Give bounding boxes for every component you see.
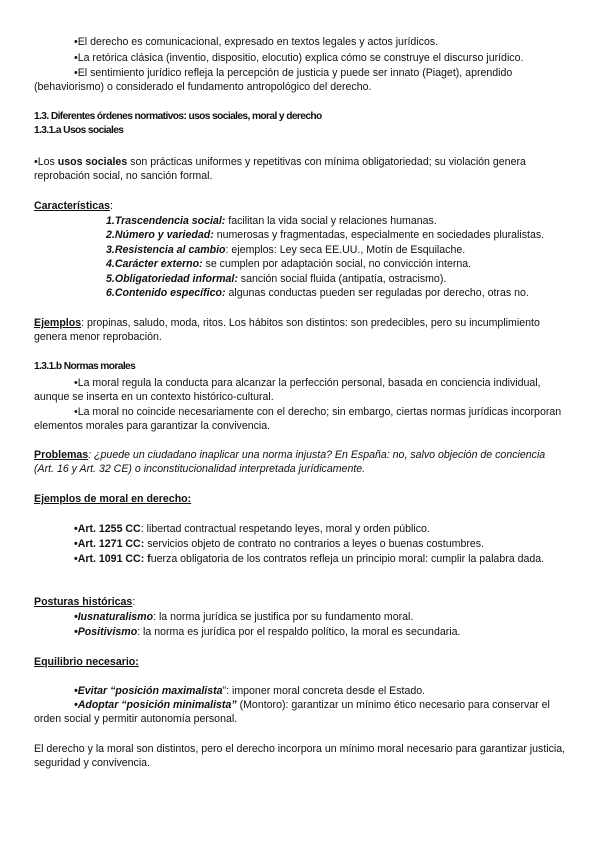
posturas-heading: Posturas históricas: xyxy=(34,596,136,608)
bullet-sentimiento: •El sentimiento jurídico refleja la percepción de justicia y puede ser innato (Piaget), aprendido (behaviorismo) o considerado el fundamento antropológico del derecho. xyxy=(34,67,513,93)
postura-item: •Iusnaturalismo: la norma jurídica se justifica por su fundamento moral. xyxy=(74,611,414,623)
caracteristica-item: 1.Trascendencia social: facilitan la vida social y relaciones humanas. xyxy=(106,215,437,227)
article-item: •Art. 1091 CC: fuerza obligatoria de los contratos refleja un principio moral: cumplir la palabra dada. xyxy=(74,553,545,565)
ejemplos-heading: Ejemplos xyxy=(34,317,82,329)
conclusion-paragraph: El derecho y la moral son distintos, pero el derecho incorpora un mínimo moral necesario para garantizar justicia, seguridad y convivencia. xyxy=(34,743,566,769)
equilibrio-item: •Adoptar “posición minimalista” (Montoro): garantizar un mínimo ético necesario para conservar el orden social y permitir autonomía personal. xyxy=(34,699,550,725)
bullet-moral-regula: •La moral regula la conducta para alcanzar la perfección personal, basada en conciencia individual, aunque se inserta en un contexto histórico-cultural. xyxy=(34,377,541,403)
usos-term: usos sociales xyxy=(57,156,128,168)
article-item: •Art. 1271 CC: servicios objeto de contrato no contrarios a leyes o buenas costumbres. xyxy=(74,538,485,550)
bullet-retorica: •La retórica clásica (inventio, dispositio, elocutio) explica cómo se construye el discurso jurídico. xyxy=(74,52,524,64)
ejemplos-usos: Ejemplos: propinas, saludo, moda, ritos. Los hábitos son distintos: son predecibles, pero su incumplimiento genera menor reprobación. xyxy=(34,317,540,343)
bullet-comunicacional: •El derecho es comunicacional, expresado en textos legales y actos jurídicos. xyxy=(74,36,439,48)
article-item: •Art. 1255 CC: libertad contractual respetando leyes, moral y orden público. xyxy=(74,523,430,535)
caracteristica-item: 4.Carácter externo: se cumplen por adaptación social, no convicción interna. xyxy=(106,258,472,270)
bullet-moral-derecho: •La moral no coincide necesariamente con el derecho; sin embargo, ciertas normas jurídicas incorporan elementos morales para garantizar la convivencia. xyxy=(34,406,562,432)
usos-intro: •Los usos sociales son prácticas uniformes y repetitivas con mínima obligatoriedad; su violación genera reprobación social, no sanción formal. xyxy=(34,156,526,182)
equilibrio-heading: Equilibrio necesario: xyxy=(34,656,139,668)
caracteristica-item: 5.Obligatoriedad informal: sanción social fluida (antipatía, ostracismo). xyxy=(106,273,447,285)
ejemplos-moral-heading: Ejemplos de moral en derecho: xyxy=(34,493,192,505)
caracteristica-item: 2.Número y variedad: numerosas y fragmentadas, especialmente en sociedades pluralistas. xyxy=(106,229,545,241)
caracteristica-item: 6.Contenido específico: algunas conductas pueden ser reguladas por derecho, otras no. xyxy=(106,287,529,299)
subsection-normas-morales: 1.3.1.b Normas morales xyxy=(34,361,136,372)
caracteristicas-heading: Características: xyxy=(34,200,113,212)
problemas-paragraph: Problemas: ¿puede un ciudadano inaplicar una norma injusta? En España: no, salvo objeción de conciencia (Art. 16 y Art. 32 CE) o inconstitucionalidad interpretada jurídicamente. xyxy=(34,449,546,475)
caracteristica-item: 3.Resistencia al cambio: ejemplos: Ley seca EE.UU., Motín de Esquilache. xyxy=(106,244,466,256)
equilibrio-item: •Evitar “posición maximalista”: imponer moral concreta desde el Estado. xyxy=(74,685,426,697)
problemas-heading: Problemas xyxy=(34,449,89,461)
section-heading: 1.3. Diferentes órdenes normativos: usos sociales, moral y derecho xyxy=(34,111,322,122)
subsection-usos-sociales: 1.3.1.a Usos sociales xyxy=(34,125,124,136)
postura-item: •Positivismo: la norma es jurídica por el respaldo político, la moral es secundaria. xyxy=(74,626,461,638)
